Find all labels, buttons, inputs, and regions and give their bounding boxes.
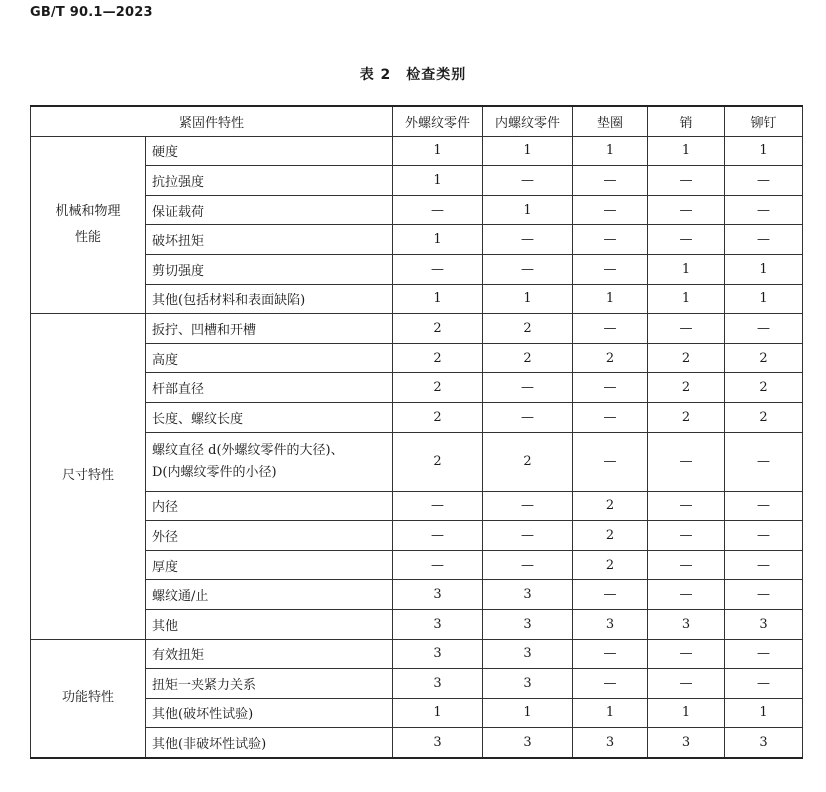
rivet-value: — [725,521,803,551]
feature-label: 高度 [152,352,179,368]
feature-cell [146,669,393,699]
washer-value: — [573,225,648,255]
inspection-category-table [30,105,803,759]
pin-value: — [648,669,725,699]
rivet-value: — [725,432,803,491]
external-thread-value: 2 [393,373,483,403]
feature-label: 长度、螺纹长度 [152,411,244,427]
washer-value: 1 [573,284,648,314]
rivet-value: — [725,491,803,521]
feature-label: 扳拧、凹槽和开槽 [152,322,257,338]
header-washers: 垫圈 [573,106,648,136]
internal-thread-value: — [483,254,573,284]
internal-thread-value: — [483,225,573,255]
feature-label: 螺纹直径 d(外螺纹零件的大径)、 [152,442,344,458]
rivet-value: — [725,669,803,699]
feature-label: 抗拉强度 [152,174,205,190]
feature-label: 破坏扭矩 [152,234,205,250]
feature-cell [146,343,393,373]
table-row [31,254,803,284]
feature-cell [146,225,393,255]
external-thread-value: 2 [393,402,483,432]
table-row [31,639,803,669]
table-row [31,698,803,728]
rivet-value: — [725,580,803,610]
feature-cell [146,580,393,610]
pin-value: — [648,195,725,225]
feature-label: 厚度 [152,559,179,575]
internal-thread-value: 2 [483,432,573,491]
table-row [31,166,803,196]
internal-thread-value: 3 [483,609,573,639]
pin-value: — [648,521,725,551]
rivet-value: 2 [725,402,803,432]
feature-cell [146,491,393,521]
washer-value: — [573,195,648,225]
header-internal-thread-parts: 内螺纹零件 [483,106,573,136]
category-cell [31,314,146,639]
category-label-line: 尺寸特性 [61,468,114,484]
external-thread-value: 3 [393,609,483,639]
pin-value: 1 [648,698,725,728]
rivet-value: 1 [725,284,803,314]
external-thread-value: 3 [393,669,483,699]
table-row [31,343,803,373]
rivet-value: 3 [725,609,803,639]
table-row [31,373,803,403]
pin-value: — [648,491,725,521]
feature-cell [146,373,393,403]
washer-value: 2 [573,343,648,373]
rivet-value: 1 [725,136,803,166]
external-thread-value: 1 [393,698,483,728]
pin-value: 1 [648,136,725,166]
washer-value: — [573,373,648,403]
standard-number: GB/T 90.1—2023 [30,5,153,20]
internal-thread-value: 1 [483,136,573,166]
washer-value: 2 [573,491,648,521]
pin-value: 3 [648,609,725,639]
external-thread-value: 1 [393,166,483,196]
feature-label: 有效扭矩 [152,648,205,664]
header-rivets: 铆钉 [725,106,803,136]
feature-cell [146,402,393,432]
external-thread-value: — [393,491,483,521]
rivet-value: — [725,195,803,225]
feature-cell [146,550,393,580]
feature-label: 外径 [152,529,179,545]
washer-value: — [573,166,648,196]
internal-thread-value: — [483,491,573,521]
external-thread-value: — [393,550,483,580]
internal-thread-value: 3 [483,639,573,669]
pin-value: 3 [648,728,725,758]
table-row [31,136,803,166]
pin-value: — [648,225,725,255]
washer-value: — [573,639,648,669]
internal-thread-value: 3 [483,580,573,610]
table-title: 表 2 检查类别 [359,67,467,83]
feature-cell [146,609,393,639]
internal-thread-value: — [483,550,573,580]
external-thread-value: 2 [393,432,483,491]
external-thread-value: 2 [393,343,483,373]
internal-thread-value: 2 [483,314,573,344]
table-row [31,432,803,491]
feature-cell [146,195,393,225]
table-row [31,521,803,551]
feature-cell [146,521,393,551]
internal-thread-value: 1 [483,698,573,728]
table-row [31,314,803,344]
internal-thread-value: — [483,402,573,432]
category-label-line: 机械和物理 [55,203,121,219]
pin-value: — [648,550,725,580]
table-row [31,225,803,255]
washer-value: 2 [573,521,648,551]
external-thread-value: 3 [393,728,483,758]
feature-cell [146,432,393,491]
washer-value: 3 [573,728,648,758]
feature-label: 扭矩一夹紧力关系 [152,677,257,693]
pin-value: — [648,314,725,344]
rivet-value: — [725,550,803,580]
table-row [31,580,803,610]
external-thread-value: 2 [393,314,483,344]
feature-cell [146,166,393,196]
pin-value: — [648,639,725,669]
feature-cell [146,639,393,669]
feature-label: 剪切强度 [152,263,205,279]
rivet-value: 1 [725,698,803,728]
washer-value: 1 [573,698,648,728]
external-thread-value: 3 [393,580,483,610]
feature-label: 硬度 [152,145,179,161]
external-thread-value: 1 [393,225,483,255]
category-label-line: 功能特性 [61,690,114,706]
pin-value: 2 [648,373,725,403]
rivet-value: — [725,639,803,669]
external-thread-value: 3 [393,639,483,669]
washer-value: 1 [573,136,648,166]
washer-value: 2 [573,550,648,580]
table-body [31,136,803,758]
feature-label: 其他(破坏性试验) [152,707,254,723]
feature-label: 其他(包括材料和表面缺陷) [152,293,306,309]
header-characteristic: 紧固件特性 [31,106,393,136]
internal-thread-value: — [483,166,573,196]
feature-label: 螺纹通/止 [152,589,209,605]
table-row [31,550,803,580]
category-cell [31,136,146,314]
pin-value: 2 [648,343,725,373]
feature-cell [146,314,393,344]
table-header-row [31,106,803,136]
rivet-value: 2 [725,373,803,403]
feature-label: 其他 [152,618,179,634]
external-thread-value: 1 [393,136,483,166]
table-row [31,195,803,225]
category-label-line: 性能 [74,229,101,245]
table-row [31,491,803,521]
feature-label: 内径 [152,500,179,516]
washer-value: — [573,669,648,699]
rivet-value: 2 [725,343,803,373]
feature-label: 保证载荷 [152,204,205,220]
table-row [31,284,803,314]
pin-value: — [648,166,725,196]
table-row [31,402,803,432]
pin-value: 2 [648,402,725,432]
table-row [31,669,803,699]
pin-value: 1 [648,254,725,284]
header-external-thread-parts: 外螺纹零件 [393,106,483,136]
feature-cell [146,728,393,758]
washer-value: — [573,314,648,344]
table-row [31,728,803,758]
feature-label: 杆部直径 [152,382,205,398]
rivet-value: — [725,225,803,255]
feature-cell [146,284,393,314]
category-cell [31,639,146,758]
rivet-value: 3 [725,728,803,758]
rivet-value: — [725,166,803,196]
pin-value: — [648,432,725,491]
internal-thread-value: 1 [483,284,573,314]
external-thread-value: — [393,521,483,551]
table-row [31,609,803,639]
feature-cell [146,136,393,166]
external-thread-value: 1 [393,284,483,314]
feature-label-line2: D(内螺纹零件的小径) [152,464,277,480]
internal-thread-value: 2 [483,343,573,373]
external-thread-value: — [393,254,483,284]
washer-value: — [573,432,648,491]
washer-value: 3 [573,609,648,639]
pin-value: 1 [648,284,725,314]
external-thread-value: — [393,195,483,225]
washer-value: — [573,254,648,284]
rivet-value: 1 [725,254,803,284]
internal-thread-value: 1 [483,195,573,225]
washer-value: — [573,402,648,432]
feature-cell [146,698,393,728]
internal-thread-value: 3 [483,669,573,699]
internal-thread-value: 3 [483,728,573,758]
internal-thread-value: — [483,373,573,403]
washer-value: — [573,580,648,610]
header-pins: 销 [648,106,725,136]
pin-value: — [648,580,725,610]
rivet-value: — [725,314,803,344]
internal-thread-value: — [483,521,573,551]
feature-cell [146,254,393,284]
feature-label: 其他(非破坏性试验) [152,737,267,753]
